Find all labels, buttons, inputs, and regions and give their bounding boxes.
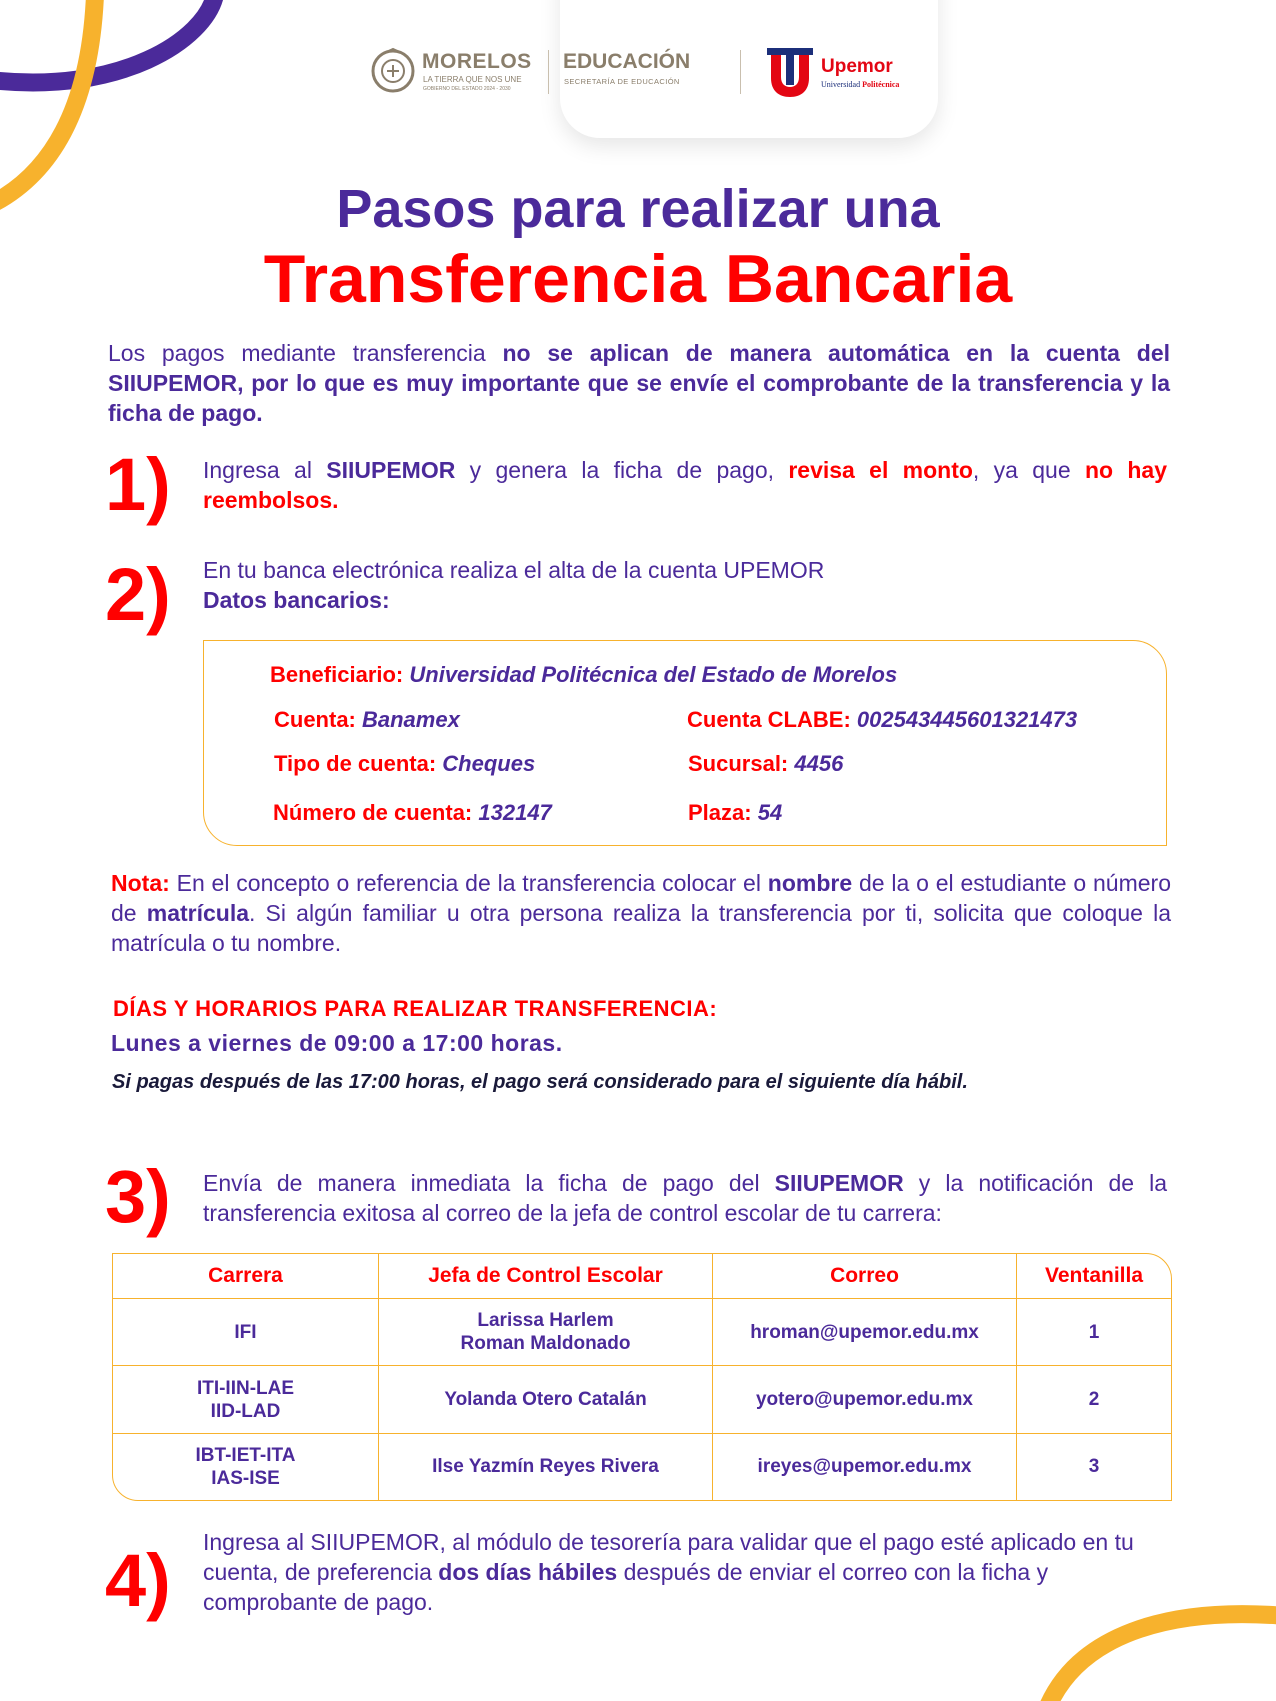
- cell-jefa: [379, 1433, 713, 1500]
- state-seal-icon: [370, 46, 416, 96]
- step1-revisa-monto: revisa el monto: [788, 457, 973, 483]
- bank-beneficiario: [270, 662, 897, 688]
- clabe-value: 002543445601321473: [856, 707, 1078, 732]
- jefa-line1: Yolanda Otero Catalán: [444, 1389, 647, 1411]
- numero-label: Número de cuenta:: [273, 800, 479, 825]
- logo-divider: [548, 50, 549, 94]
- step-2-text: [203, 555, 1167, 615]
- step-1-text: [203, 455, 1167, 515]
- header-carrera: Carrera: [113, 1254, 379, 1299]
- nota-label: Nota:: [111, 870, 170, 896]
- step-3-text: [203, 1168, 1167, 1228]
- email-link[interactable]: yotero@upemor.edu.mx: [755, 1389, 973, 1411]
- nota-text-e: . Si algún familiar u otra persona realiza la transferencia por ti, solicita que coloque la matrícula o tu nombre.: [111, 900, 1171, 956]
- table-row: [113, 1433, 1171, 1500]
- morelos-subtitle: LA TIERRA QUE NOS UNE: [423, 75, 522, 84]
- plaza-label: Plaza:: [688, 800, 758, 825]
- header-correo: Correo: [713, 1254, 1017, 1299]
- tipo-label: Tipo de cuenta:: [274, 751, 443, 776]
- step1-text-c: y genera la ficha de pago,: [455, 457, 789, 483]
- bank-numero-cuenta: [273, 800, 552, 826]
- nota-nombre: nombre: [767, 870, 853, 896]
- step4-text-a: Ingresa al SIIUPEMOR, al módulo de tesorería para validar que el pago esté aplicado en tu cuenta, de preferencia: [203, 1529, 1134, 1585]
- bank-cuenta: [274, 707, 460, 733]
- morelos-title: MORELOS: [422, 50, 532, 73]
- header-jefa: Jefa de Control Escolar: [379, 1254, 713, 1299]
- carrera-line1: ITI-IIN-LAE: [196, 1377, 295, 1399]
- intro-text-b: no se aplican de manera automática en la cuenta del SIIUPEMOR, por lo que es muy importante que se envíe el comprobante de la transferencia y la ficha de pago.: [108, 340, 1170, 426]
- upemor-title: Upemor: [821, 56, 893, 77]
- educacion-logo: [555, 50, 715, 96]
- cell-correo[interactable]: [713, 1433, 1017, 1500]
- email-link[interactable]: hroman@upemor.edu.mx: [750, 1321, 979, 1343]
- cell-ventanilla: 1: [1017, 1299, 1172, 1366]
- jefa-line1: Larissa Harlem: [477, 1310, 614, 1332]
- bank-tipo-cuenta: [274, 751, 535, 777]
- nota-text-c: de la o el estudiante o número de: [111, 870, 1172, 926]
- step1-text-e: , ya que: [972, 457, 1085, 483]
- intro-text-a: Los pagos mediante transferencia: [108, 340, 503, 366]
- step3-siiupemor: SIIUPEMOR: [774, 1170, 904, 1196]
- educacion-title: EDUCACIÓN: [563, 50, 691, 73]
- cell-ventanilla: 2: [1017, 1366, 1172, 1433]
- cell-carrera: [113, 1433, 379, 1500]
- step1-siiupemor: SIIUPEMOR: [326, 457, 456, 483]
- table-header-row: [113, 1254, 1171, 1299]
- table-row: [113, 1299, 1171, 1366]
- step-3-number: 3): [105, 1155, 171, 1238]
- header-ventanilla: Ventanilla: [1017, 1254, 1172, 1299]
- cuenta-value: Banamex: [362, 707, 460, 732]
- email-link[interactable]: ireyes@upemor.edu.mx: [757, 1456, 972, 1478]
- step3-text-c: y la notificación de la transferencia exitosa al correo de la jefa de control escolar de tu carrera:: [203, 1170, 1168, 1226]
- step2-line1: En tu banca electrónica realiza el alta de la cuenta UPEMOR: [203, 557, 825, 583]
- logo-divider: [740, 50, 741, 94]
- step-2-number: 2): [105, 553, 171, 636]
- jefa-line2: Roman Maldonado: [460, 1333, 631, 1355]
- step1-no-reembolsos: no hay reembolsos.: [203, 457, 1167, 513]
- beneficiario-label: Beneficiario:: [270, 662, 410, 687]
- bank-sucursal: [688, 751, 843, 777]
- upemor-subtitle-a: Universidad: [821, 80, 861, 89]
- step4-text-c: después de enviar el correo con la ficha y comprobante de pago.: [203, 1559, 1049, 1615]
- jefa-line1: Ilse Yazmín Reyes Rivera: [432, 1456, 659, 1478]
- cell-jefa: [379, 1299, 713, 1366]
- step4-dos-dias: dos días hábiles: [438, 1559, 618, 1585]
- nota-paragraph: [111, 868, 1171, 958]
- horarios-dias: Lunes a viernes de 09:00 a 17:00 horas.: [111, 1030, 563, 1056]
- cell-jefa: [379, 1366, 713, 1433]
- bank-clabe: [687, 707, 1077, 733]
- upemor-subtitle: [821, 80, 899, 89]
- carrera-line1: IBT-IET-ITA: [195, 1444, 296, 1466]
- horarios-heading: DÍAS Y HORARIOS PARA REALIZAR TRANSFERENCIA:: [113, 996, 718, 1021]
- nota-text-a: En el concepto o referencia de la transferencia colocar el: [169, 870, 768, 896]
- cell-ventanilla: 3: [1017, 1433, 1172, 1500]
- horarios-nota: Si pagas después de las 17:00 horas, el pago será considerado para el siguiente día hábil.: [112, 1071, 968, 1093]
- tipo-value: Cheques: [442, 751, 536, 776]
- step3-text-a: Envía de manera inmediata la ficha de pago del: [203, 1170, 775, 1196]
- bank-plaza: [688, 800, 782, 826]
- beneficiario-value: Universidad Politécnica del Estado de Morelos: [409, 662, 898, 687]
- upemor-logo: [765, 44, 925, 100]
- table-row: [113, 1366, 1171, 1433]
- contact-table-grid: [113, 1254, 1171, 1500]
- step-1-number: 1): [105, 443, 171, 526]
- cuenta-label: Cuenta:: [274, 707, 362, 732]
- page-title-line1: Pasos para realizar una: [336, 179, 940, 239]
- sucursal-value: 4456: [794, 751, 844, 776]
- upemor-subtitle-b: Politécnica: [862, 80, 900, 89]
- cell-correo[interactable]: [713, 1366, 1017, 1433]
- header-logos: [370, 44, 930, 100]
- sucursal-label: Sucursal:: [688, 751, 795, 776]
- morelos-logo: [370, 44, 545, 100]
- cell-correo[interactable]: [713, 1299, 1017, 1366]
- clabe-label: Cuenta CLABE:: [687, 707, 857, 732]
- morelos-fine-print: GOBIERNO DEL ESTADO 2024 - 2030: [423, 86, 511, 92]
- page-title-line2: Transferencia Bancaria: [263, 241, 1013, 317]
- carrera-line2: IAS-ISE: [211, 1467, 280, 1489]
- numero-value: 132147: [478, 800, 552, 825]
- upemor-u-logo-icon: [765, 44, 815, 100]
- intro-paragraph: [108, 338, 1170, 428]
- step-4-number: 4): [105, 1539, 171, 1622]
- nota-matricula: matrícula: [146, 900, 250, 926]
- educacion-subtitle: SECRETARÍA DE EDUCACIÓN: [564, 77, 680, 86]
- cell-carrera: [113, 1299, 379, 1366]
- carrera-line1: IFI: [234, 1321, 257, 1343]
- control-escolar-table: [112, 1253, 1172, 1501]
- step-4-text: [203, 1527, 1167, 1617]
- step1-text-a: Ingresa al: [203, 457, 327, 483]
- carrera-line2: IID-LAD: [210, 1400, 281, 1422]
- step2-datos-bancarios: Datos bancarios:: [203, 587, 390, 613]
- cell-carrera: [113, 1366, 379, 1433]
- plaza-value: 54: [757, 800, 783, 825]
